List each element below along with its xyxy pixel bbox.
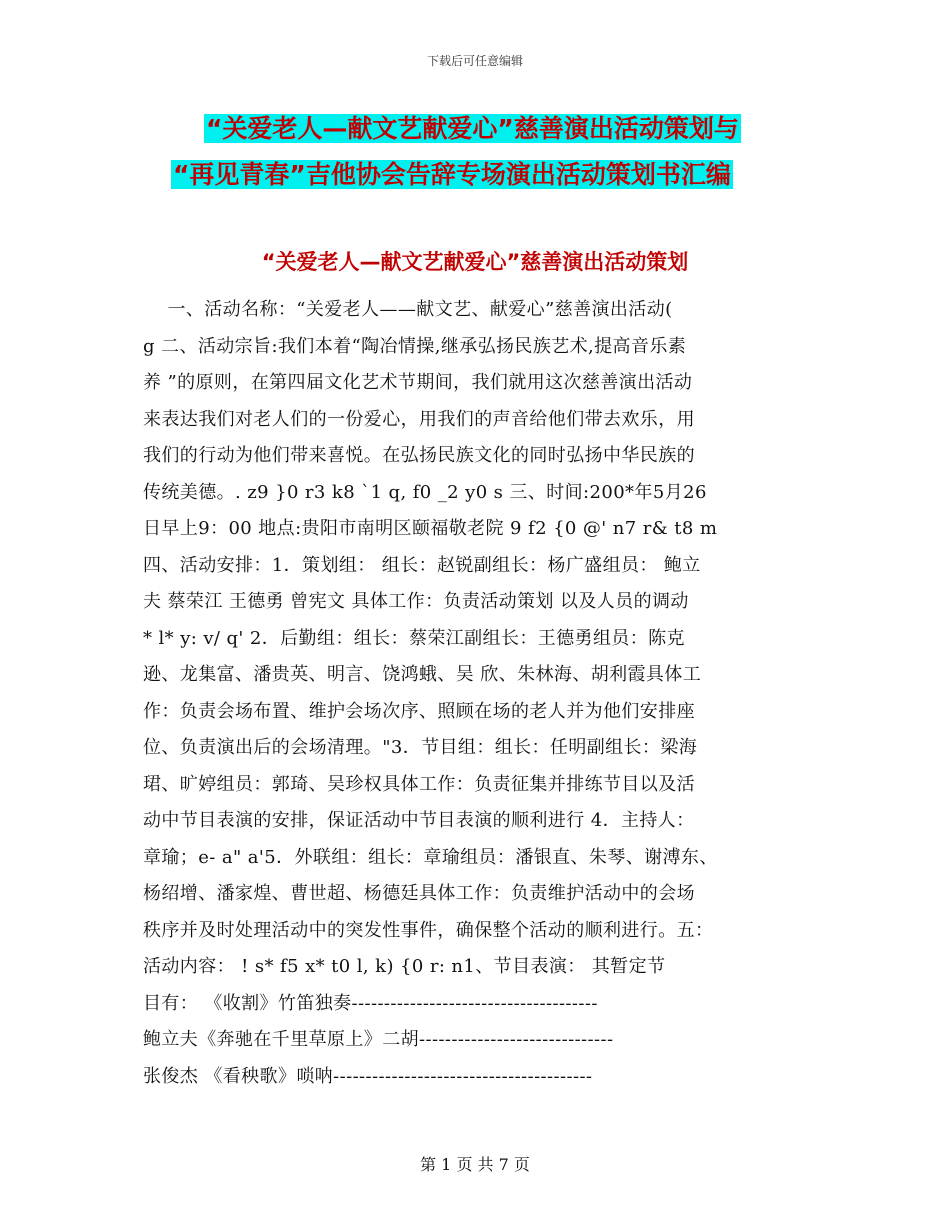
body-line: g 二、活动宗旨:我们本着“陶冶情操,继承弘扬民族艺术,提高音乐素 <box>143 335 687 357</box>
header-note: 下载后可任意编辑 <box>426 54 523 68</box>
body-line: 张俊杰 《看秧歌》唢呐---------------------------------------- <box>143 1065 593 1087</box>
section-title: “关爱老人—献文艺献爱心”慈善演出活动策划 <box>261 250 689 274</box>
document-title-line-2 <box>171 156 733 194</box>
document-title-line-1 <box>204 110 741 148</box>
body-line: * l* y: v/ q' 2．后勤组：组长：蔡荣江副组长：王德勇组员：陈克 <box>143 627 685 649</box>
body-line: 日早上9：00 地点:贵阳市南明区颐福敬老院 9 f2 {0 @' n7 r& t8 m <box>143 518 718 539</box>
body-line: 我们的行动为他们带来喜悦。在弘扬民族文化的同时弘扬中华民族的 <box>143 445 695 466</box>
body-line: 一、活动名称：“关爱老人——献文艺、献爱心”慈善演出活动( <box>143 299 673 320</box>
body-text <box>143 292 843 1095</box>
body-line: 活动内容： ! s* f5 x* t0 l, k) {0 r: n1、节目表演： 其暂定节 <box>143 956 666 977</box>
body-line: 珺、旷婷组员：郭琦、吴珍权具体工作：负责征集并排练节目以及活 <box>143 773 695 795</box>
title-highlight-2: “再见青春”吉他协会告辞专场演出活动策划书汇编 <box>173 160 731 189</box>
title-highlight-1: “关爱老人—献文艺献爱心”慈善演出活动策划与 <box>206 114 739 143</box>
body-line: 养 ”的原则，在第四届文化艺术节期间，我们就用这次慈善演出活动 <box>143 372 693 393</box>
body-line: 来表达我们对老人们的一份爱心，用我们的声音给他们带去欢乐，用 <box>143 408 695 430</box>
body-line: 动中节目表演的安排，保证活动中节目表演的顺利进行 4．主持人： <box>143 810 695 831</box>
body-line: 位、负责演出后的会场清理。"3．节目组：组长：任明副组长：梁海 <box>143 737 698 758</box>
body-line: 夫 蔡荣江 王德勇 曾宪文 具体工作：负责活动策划 以及人员的调动 <box>143 591 689 612</box>
page-footer: 第 1 页 共 7 页 <box>420 1155 530 1174</box>
body-line: 作：负责会场布置、维护会场次序、照顾在场的老人并为他们安排座 <box>143 700 695 722</box>
body-line: 杨绍增、潘家煌、曹世超、杨德廷具体工作：负责维护活动中的会场 <box>143 883 695 904</box>
body-line: 逊、龙集富、潘贵英、明言、饶鸿蛾、吴 欣、朱林海、胡利霞具体工 <box>143 664 702 685</box>
body-line: 传统美德。. z9 }0 r3 k8 `1 q, f0 _2 y0 s 三、时间:200*年5月26 <box>143 481 707 503</box>
body-line: 四、活动安排：1．策划组： 组长：赵锐副组长：杨广盛组员： 鲍立 <box>143 554 701 576</box>
body-line: 目有： 《收割》竹笛独奏-------------------------------------- <box>143 992 598 1014</box>
body-line: 鲍立夫《奔驰在千里草原上》二胡------------------------------ <box>143 1029 614 1050</box>
body-line: 章瑜；e- a" a'5．外联组：组长：章瑜组员：潘银直、朱琴、谢溥东、 <box>143 846 718 868</box>
body-line: 秩序并及时处理活动中的突发性事件，确保整个活动的顺利进行。五： <box>143 919 714 941</box>
